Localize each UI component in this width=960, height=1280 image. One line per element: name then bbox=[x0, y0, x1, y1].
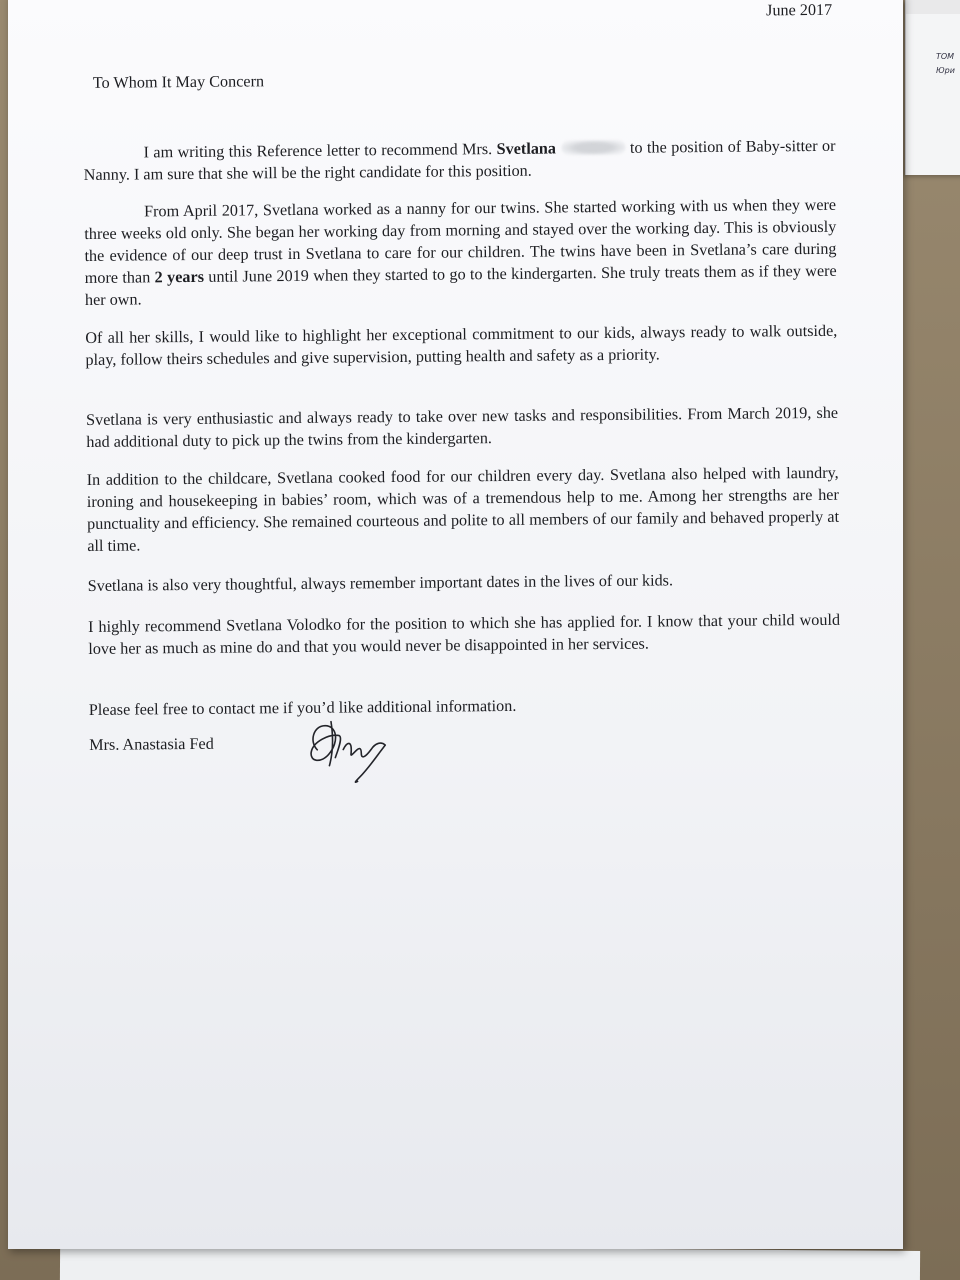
salutation: To Whom It May Concern bbox=[92, 72, 265, 92]
paragraph-2 bbox=[84, 194, 837, 311]
letter-page bbox=[8, 0, 903, 1249]
redacted-surname bbox=[562, 140, 626, 156]
duration-bold: 2 years bbox=[154, 267, 205, 287]
letter-date: June 2017 bbox=[766, 0, 833, 20]
candidate-name: Svetlana bbox=[496, 139, 557, 159]
side-sheet-line-2: Юри bbox=[936, 66, 955, 75]
paragraph-3: Of all her skills, I would like to highlight her exceptional commitment to our kids, always ready to walk outside, play, follow theirs schedules and give supervision, putting health and safety as a priority. bbox=[85, 321, 838, 369]
side-sheet-line-1: ТОМ bbox=[936, 52, 955, 61]
paragraph-8: Please feel free to contact me if you’d like additional information. bbox=[88, 696, 517, 719]
underlying-sheet-bottom bbox=[60, 1245, 920, 1280]
paragraph-2-text-b: until June 2019 when they started to go to the kindergarten. She truly treats them as if they were her own. bbox=[84, 261, 837, 309]
paragraph-2-text-a: From April 2017, Svetlana worked as a nanny for our twins. She started working with us when they were three weeks old only. She began her working day from morning and stayed over the working day. This is obviously the evidence of our deep trust in Svetlana to care for our children. The twins have been in Svetlana’s care during more than bbox=[84, 195, 837, 287]
sheet-stripe bbox=[906, 0, 960, 14]
paragraph-1-text-a: I am writing this Reference letter to recommend Mrs. bbox=[143, 140, 493, 162]
paragraph-1 bbox=[83, 135, 835, 186]
signature-icon bbox=[299, 711, 400, 792]
underlying-sheet-right bbox=[905, 0, 960, 175]
paragraph-4: Svetlana is very enthusiastic and always ready to take over new tasks and responsibilities. From March 2019, she had additional duty to pick up the twins from the kindergarten. bbox=[86, 403, 839, 451]
paragraph-1-text-b: to the position of Baby-sitter or Nanny. I am sure that she will be the right candidate for this position. bbox=[83, 136, 836, 184]
paragraph-5: In addition to the childcare, Svetlana cooked food for our children every day. Svetlana also helped with laundry, ironing and housekeeping in babies’ room, which was of a tremendous help to me. Among her strengths are her punctuality and efficiency. She remained courteous and polite to all members of our family and behaved properly at all time. bbox=[86, 463, 840, 555]
signatory-name: Mrs. Anastasia Fed bbox=[89, 734, 214, 754]
paragraph-6: Svetlana is also very thoughtful, always remember important dates in the lives of our kids. bbox=[87, 571, 674, 595]
paragraph-7: I highly recommend Svetlana Volodko for the position to which she has applied for. I know that your child would love her as much as mine do and that you would never be disappointed in her services. bbox=[87, 610, 841, 658]
